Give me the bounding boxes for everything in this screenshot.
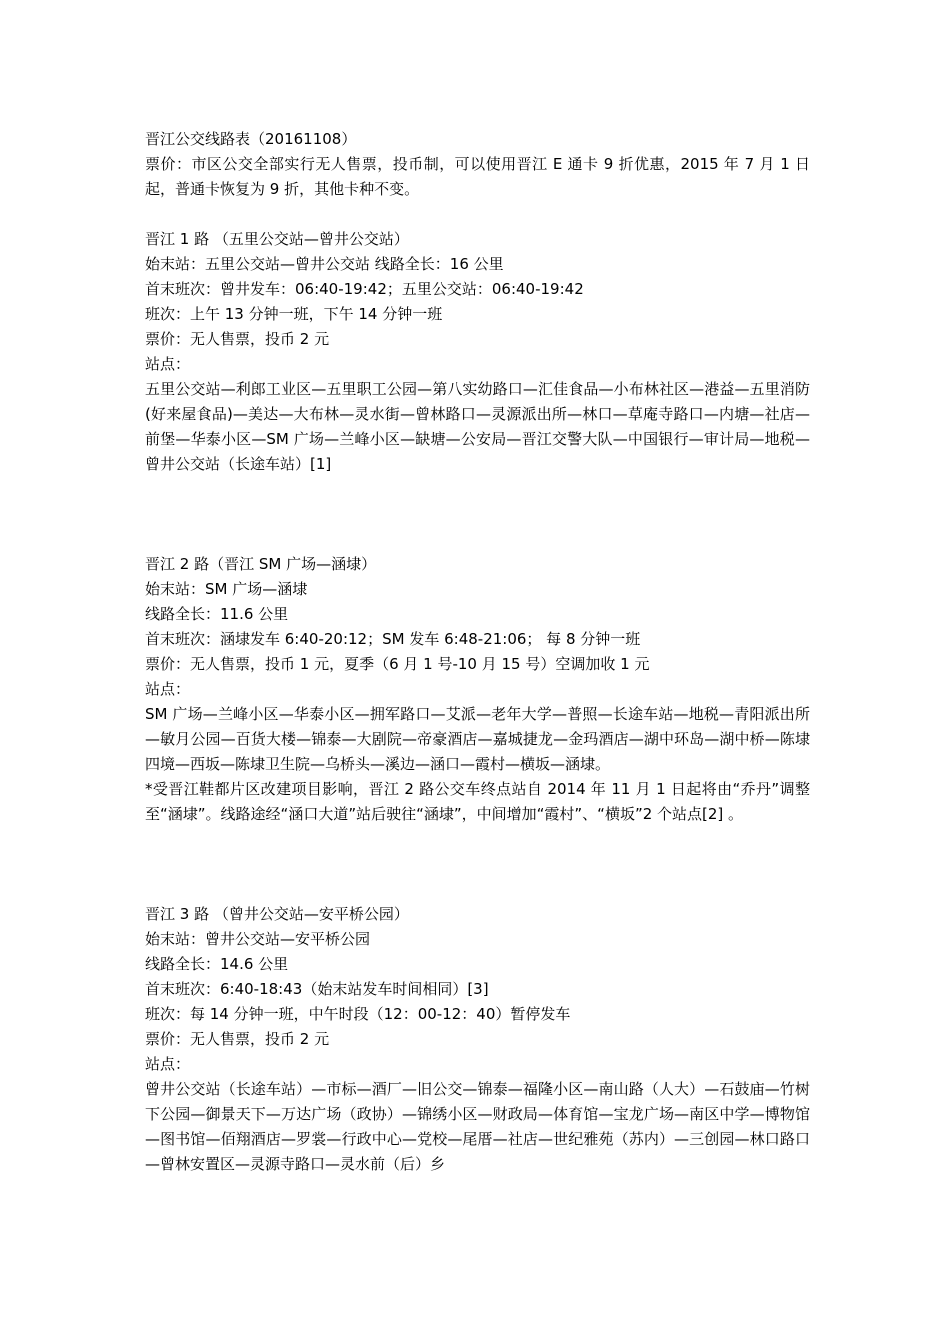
- route-3-fare: 票价：无人售票，投币 2 元: [145, 1030, 330, 1048]
- route-3-stops-label: 站点：: [145, 1055, 191, 1073]
- route-2-stops-label: 站点：: [145, 680, 191, 698]
- fare-note: 票价：市区公交全部实行无人售票，投币制，可以使用晋江 E 通卡 9 折优惠，2015 年 7 月 1 日起，普通卡恢复为 9 折，其他卡种不变。: [145, 155, 810, 198]
- route-2-heading: 晋江 2 路（晋江 SM 广场—涵埭）: [145, 555, 377, 573]
- route-2-section: [145, 552, 810, 827]
- route-2-schedule: 首末班次：涵埭发车 6:40-20:12；SM 发车 6:48-21:06； 每 8 分钟一班: [145, 630, 641, 648]
- route-2-fare: 票价：无人售票，投币 1 元，夏季（6 月 1 号-10 月 15 号）空调加收 1 元: [145, 655, 650, 673]
- spacer: [145, 477, 810, 552]
- route-3-section: [145, 902, 810, 1177]
- route-3-length: 线路全长：14.6 公里: [145, 955, 289, 973]
- route-1-stops: 五里公交站—利郎工业区—五里职工公园—第八实幼路口—汇佳食品—小布林社区—港益—五里消防(好来屋食品)—美达—大布林—灵水街—曾林路口—灵源派出所—林口—草庵寺路口—内塘—社店—前堡—华泰小区—SM 广场—兰峰小区—缺塘—公安局—晋江交警大队—中国银行—审计局—地税—曾井公交站（长途车站）[1]: [145, 380, 810, 473]
- route-2-note: *受晋江鞋都片区改建项目影响，晋江 2 路公交车终点站自 2014 年 11 月 1 日起将由“乔丹”调整至“涵埭”。线路途经“涵口大道”站后驶往“涵埭”，中间增加“霞村”、“横坂”2 个站点[2] 。: [145, 780, 810, 823]
- route-1-frequency: 班次：上午 13 分钟一班，下午 14 分钟一班: [145, 305, 443, 323]
- route-1-terminals: 始末站：五里公交站—曾井公交站 线路全长：16 公里: [145, 255, 504, 273]
- spacer: [145, 202, 810, 227]
- route-1-stops-label: 站点：: [145, 355, 191, 373]
- document-page: [145, 127, 810, 1177]
- route-1-section: [145, 227, 810, 477]
- route-1-schedule: 首末班次：曾井发车：06:40-19:42；五里公交站：06:40-19:42: [145, 280, 584, 298]
- route-1-heading: 晋江 1 路 （五里公交站—曾井公交站）: [145, 230, 409, 248]
- route-2-length: 线路全长：11.6 公里: [145, 605, 289, 623]
- document-title: 晋江公交线路表（20161108）: [145, 130, 357, 148]
- route-3-terminals: 始末站：曾井公交站—安平桥公园: [145, 930, 371, 948]
- route-1-fare: 票价：无人售票，投币 2 元: [145, 330, 330, 348]
- spacer: [145, 827, 810, 902]
- route-3-stops: 曾井公交站（长途车站）—市标—酒厂—旧公交—锦泰—福隆小区—南山路（人大）—石鼓庙—竹树下公园—御景天下—万达广场（政协）—锦绣小区—财政局—体育馆—宝龙广场—南区中学—博物馆—图书馆—佰翔酒店—罗裳—行政中心—党校—尾厝—社店—世纪雅苑（苏内）—三创园—林口路口—曾林安置区—灵源寺路口—灵水前（后）乡: [145, 1080, 810, 1173]
- route-2-stops: SM 广场—兰峰小区—华泰小区—拥军路口—艾派—老年大学—普照—长途车站—地税—青阳派出所—敏月公园—百货大楼—锦泰—大剧院—帝豪酒店—嘉城捷龙—金玛酒店—湖中环岛—湖中桥—陈埭四境—西坂—陈埭卫生院—乌桥头—溪边—涵口—霞村—横坂—涵埭。: [145, 705, 810, 773]
- route-3-frequency: 班次：每 14 分钟一班，中午时段（12：00-12：40）暂停发车: [145, 1005, 571, 1023]
- route-3-heading: 晋江 3 路 （曾井公交站—安平桥公园）: [145, 905, 409, 923]
- route-3-schedule: 首末班次：6:40-18:43（始末站发车时间相同）[3]: [145, 980, 489, 998]
- route-2-terminals: 始末站：SM 广场—涵埭: [145, 580, 308, 598]
